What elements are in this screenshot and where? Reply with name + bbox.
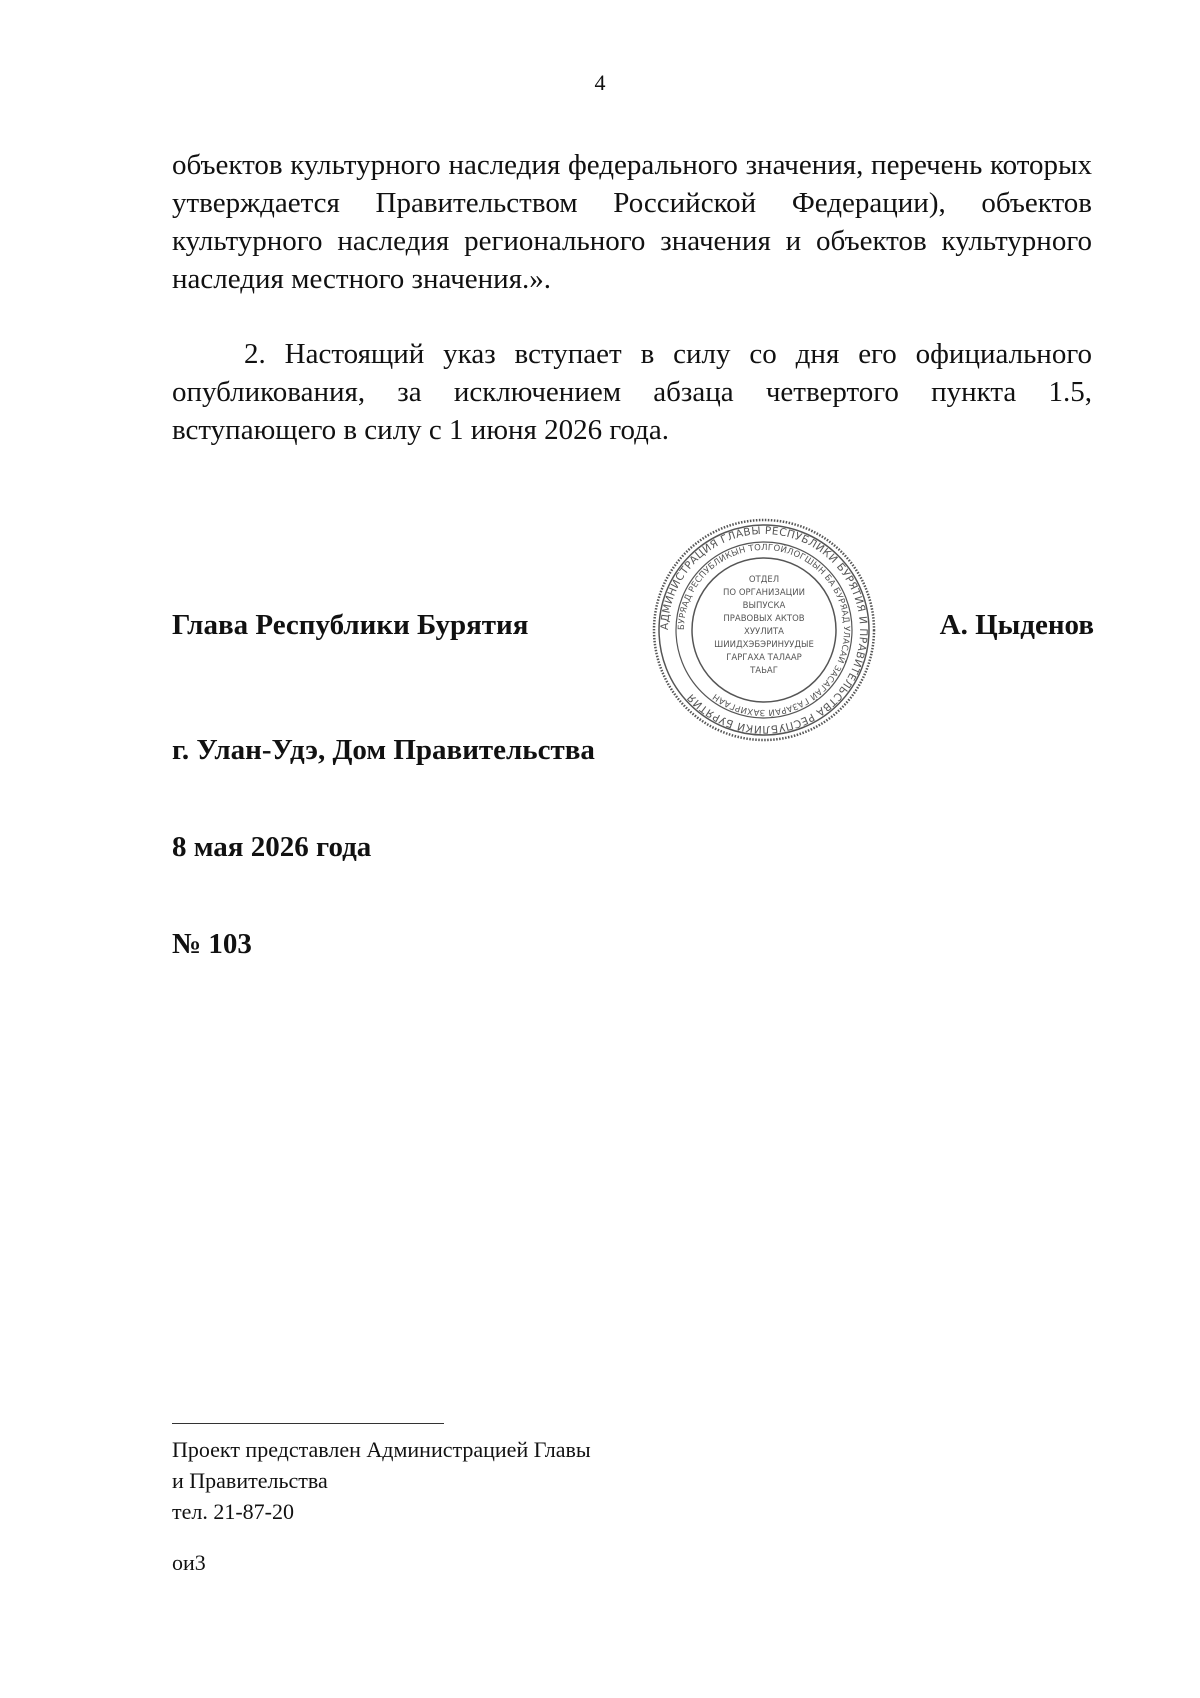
- signatory-name: А. Цыденов: [939, 609, 1094, 641]
- seal-inner-ring-text: БУРЯАД РЕСПУБЛИКЫН ТОЛГОЙЛОГШЫН БА БУРЯАД УЛАСАЙ ЗАСАГАЙ ГАЗАРАЙ ЗАХИРГААН: [676, 542, 852, 718]
- seal-center-line: ПО ОРГАНИЗАЦИИ: [723, 588, 805, 598]
- signing-place: г. Улан-Удэ, Дом Правительства: [172, 734, 595, 766]
- seal-center-line: ТАЬАГ: [750, 666, 778, 676]
- signing-date: 8 мая 2026 года: [172, 831, 372, 863]
- body-paragraph-2: 2. Настоящий указ вступает в силу со дня его официального опубликования, за исключением абзаца четвертого пункта 1.5, вступающего в силу с 1 июня 2026 года.: [172, 338, 1092, 446]
- footnote: [172, 1434, 591, 1527]
- seal-center-line: ПРАВОВЫХ АКТОВ: [723, 614, 805, 624]
- document-code: ои3: [172, 1550, 206, 1575]
- seal-center-line: ОТДЕЛ: [748, 575, 780, 585]
- seal-center-line: ГАРГАХА ТАЛААР: [726, 653, 802, 663]
- footnote-line-1: Проект представлен Администрацией Главы: [172, 1437, 591, 1462]
- page-number: 4: [594, 70, 606, 95]
- seal-center-line: ХУУЛИТА: [744, 627, 784, 637]
- footnote-divider: [172, 1423, 444, 1424]
- document-number: № 103: [172, 928, 252, 960]
- signatory-title: Глава Республики Бурятия: [172, 609, 529, 641]
- seal-center-line: ШИИДХЭБЭРИНУУДЫЕ: [714, 640, 814, 650]
- seal-center-line: ВЫПУСКА: [742, 601, 786, 611]
- official-seal: [650, 516, 878, 744]
- footnote-line-2: и Правительства: [172, 1468, 328, 1493]
- body-paragraph-1: объектов культурного наследия федерального значения, перечень которых утверждается Правительством Российской Федерации), объектов культурного наследия регионального значения и объектов культурного наследия местного значения.».: [172, 149, 1092, 295]
- seal-outer-text: АДМИНИСТРАЦИЯ ГЛАВЫ РЕСПУБЛИКИ БУРЯТИЯ И ПРАВИТЕЛЬСТВА РЕСПУБЛИКИ БУРЯТИЯ: [658, 524, 870, 736]
- seal-center-text: [714, 575, 814, 676]
- footnote-line-3: тел. 21-87-20: [172, 1499, 295, 1524]
